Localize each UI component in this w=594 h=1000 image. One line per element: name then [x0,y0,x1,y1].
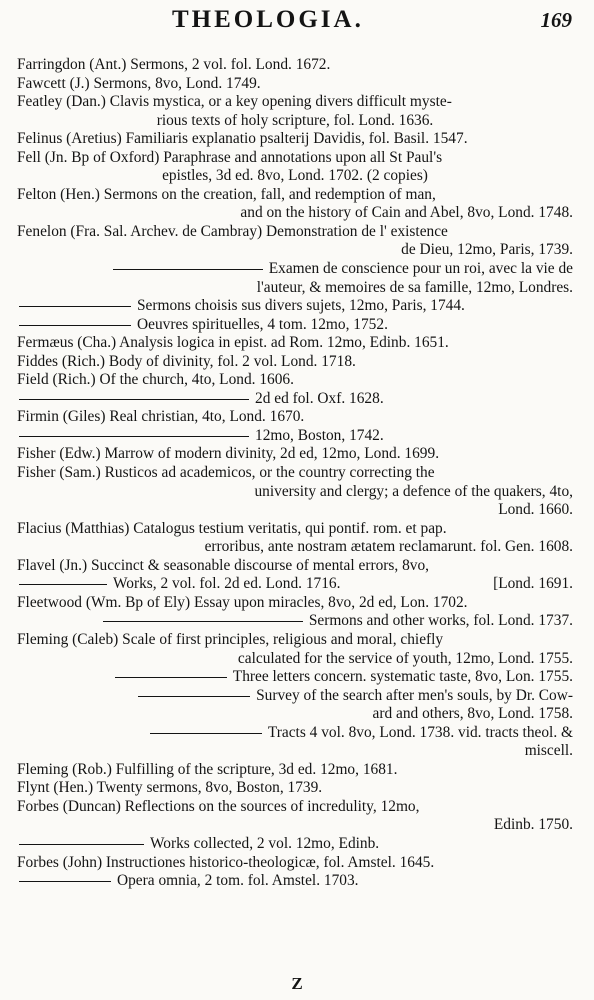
entry-forbes-duncan-works [17,835,573,854]
entry-fleetwood-sermons [17,612,573,631]
ditto-rule [19,306,131,307]
ditto-rule [19,399,249,400]
entry-fleming-caleb-survey [17,687,573,706]
ditto-rule [19,881,111,882]
entry-flynt: Flynt (Hen.) Twenty sermons, 8vo, Boston, 1739. [17,779,323,797]
entry-text: Works collected, 2 vol. 12mo, Edinb. [150,834,380,852]
entry-text-bracket: [Lond. 1691. [493,575,573,593]
entry-fleming-caleb-cont: calculated for the service of youth, 12mo, Lond. 1755. [237,649,573,667]
ditto-rule [103,621,303,622]
entry-firmin-2 [17,427,573,446]
entry-fenelon: Fenelon (Fra. Sal. Archev. de Cambray) Demonstration de l' existence [17,222,448,240]
entry-forbes-duncan-cont: Edinb. 1750. [493,816,573,834]
entry-text: Sermons choisis sus divers sujets, 12mo, Paris, 1744. [137,297,465,315]
entry-field-2 [17,390,573,409]
ditto-rule [138,696,250,697]
entry-fleming-caleb-tracts-cont: miscell. [524,742,573,760]
entry-fenelon-sermons [17,297,573,316]
entry-fleming-caleb: Fleming (Caleb) Scale of first principles, religious and moral, chiefly [17,630,444,648]
entry-forbes-duncan: Forbes (Duncan) Reflections on the sources of incredulity, 12mo, [17,797,420,815]
entry-text: 12mo, Boston, 1742. [255,426,384,444]
entry-fell-cont: epistles, 3d ed. 8vo, Lond. 1702. (2 copies) [162,167,428,185]
ditto-rule [19,325,131,326]
entry-forbes-john: Forbes (John) Instructiones historico-theologicæ, fol. Amstel. 1645. [17,853,435,871]
entry-forbes-john-opera [17,872,573,891]
entry-fenelon-examen [17,260,573,279]
entry-flacius: Flacius (Matthias) Catalogus testium veritatis, qui pontif. rom. et pap. [17,519,447,537]
entry-fisher-sam-cont: university and clergy; a defence of the quakers, 4to, [254,482,573,500]
entry-text-main: Works, 2 vol. fol. 2d ed. Lond. 1716. [113,575,341,593]
entry-fleetwood: Fleetwood (Wm. Bp of Ely) Essay upon miracles, 8vo, 2d ed, Lon. 1702. [17,593,468,611]
running-title: THEOLOGIA. [172,6,364,33]
entry-text: Sermons and other works, fol. Lond. 1737. [308,612,573,630]
entry-text: Oeuvres spirituelles, 4 tom. 12mo, 1752. [137,315,388,333]
ditto-rule [115,677,227,678]
entry-featley: Featley (Dan.) Clavis mystica, or a key opening divers difficult myste- [17,93,452,111]
entry-fenelon-cont: de Dieu, 12mo, Paris, 1739. [401,241,573,259]
entry-text: Tracts 4 vol. 8vo, Lond. 1738. vid. tracts theol. & [267,723,573,741]
entry-text: Survey of the search after men's souls, by Dr. Cow- [256,686,573,704]
entry-text: Opera omnia, 2 tom. fol. Amstel. 1703. [117,872,359,890]
entry-felinus: Felinus (Aretius) Familiaris explanatio psalterij Davidis, fol. Basil. 1547. [17,130,468,148]
entry-fenelon-examen-cont: l'auteur, & memoires de sa famille, 12mo, Londres. [256,278,573,296]
ditto-rule [19,584,107,585]
entry-felton-cont: and on the history of Cain and Abel, 8vo, Lond. 1748. [240,204,573,222]
entry-fleming-rob: Fleming (Rob.) Fulfilling of the scripture, 3d ed. 12mo, 1681. [17,760,398,778]
catalogue-entries [17,56,573,891]
entry-fenelon-oeuvres [17,316,573,335]
entry-fleming-caleb-survey-cont: ard and others, 8vo, Lond. 1758. [372,705,573,723]
ditto-rule [19,844,144,845]
entry-text: 2d ed fol. Oxf. 1628. [255,389,384,407]
entry-felton: Felton (Hen.) Sermons on the creation, fall, and redemption of man, [17,185,436,203]
entry-fleming-caleb-letters [17,668,573,687]
entry-firmin: Firmin (Giles) Real christian, 4to, Lond. 1670. [17,408,305,426]
entry-fisher-sam-cont-2: Lond. 1660. [498,501,573,519]
entry-text: Examen de conscience pour un roi, avec la vie de [268,260,573,278]
page-number: 169 [540,8,572,32]
ditto-rule [113,269,263,270]
entry-flacius-cont: erroribus, ante nostram ætatem reclamarunt. fol. Gen. 1608. [204,538,573,556]
entry-fisher-sam: Fisher (Sam.) Rusticos ad academicos, or the country correcting the [17,464,435,482]
entry-fell: Fell (Jn. Bp of Oxford) Paraphrase and annotations upon all St Paul's [17,148,443,166]
entry-fisher-edw: Fisher (Edw.) Marrow of modern divinity, 2d ed, 12mo, Lond. 1699. [17,445,440,463]
entry-fawcett: Fawcett (J.) Sermons, 8vo, Lond. 1749. [17,74,261,92]
entry-featley-cont: rious texts of holy scripture, fol. Lond. 1636. [156,111,434,129]
entry-farringdon: Farringdon (Ant.) Sermons, 2 vol. fol. Lond. 1672. [17,56,331,73]
entry-fleming-caleb-tracts [17,724,573,743]
ditto-rule [150,733,262,734]
running-head [0,6,594,36]
entry-text [17,575,340,594]
signature-mark: Z [291,974,303,993]
entry-field: Field (Rich.) Of the church, 4to, Lond. 1606. [17,371,294,389]
ditto-rule [19,436,249,437]
entry-fiddes: Fiddes (Rich.) Body of divinity, fol. 2 vol. Lond. 1718. [17,352,356,370]
entry-flavel: Flavel (Jn.) Succinct & seasonable discourse of mental errors, 8vo, [17,556,430,574]
entry-text: Three letters concern. systematic taste, 8vo, Lon. 1755. [232,668,573,686]
entry-flavel-works [17,575,573,594]
entry-fermaeus: Fermæus (Cha.) Analysis logica in epist. ad Rom. 12mo, Edinb. 1651. [17,334,449,352]
